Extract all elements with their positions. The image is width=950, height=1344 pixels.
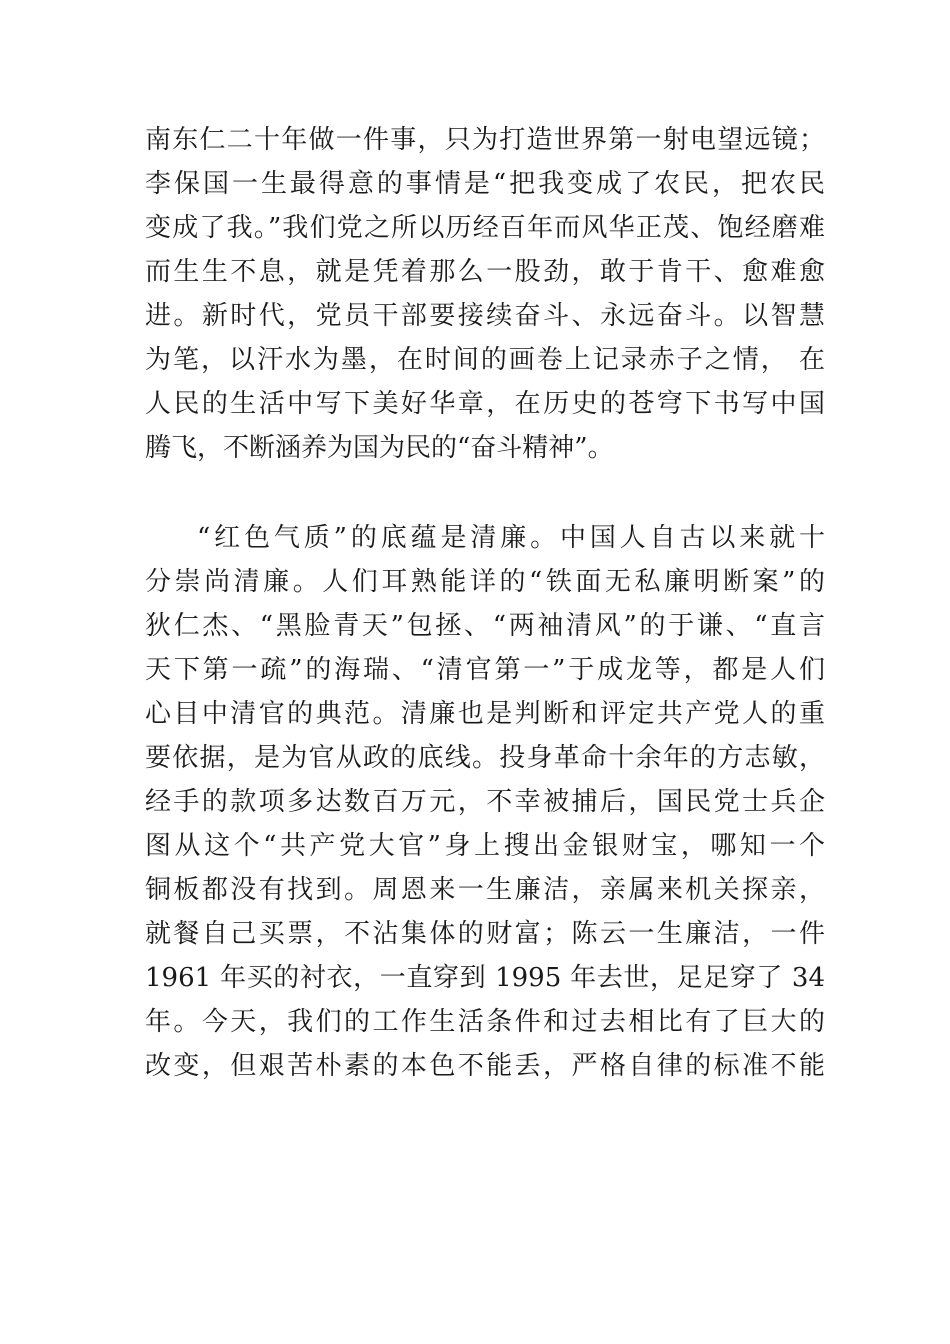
text-line: 分崇尚清廉。人们耳熟能详的“铁面无私廉明断案”的: [145, 567, 825, 597]
text-line: 狄仁杰、“黑脸青天”包拯、“两袖清风”的于谦、“直言: [145, 611, 825, 641]
text-line: “红色气质”的底蕴是清廉。中国人自古以来就十: [197, 523, 825, 553]
text-line: 图从这个“共产党大官”身上搜出金银财宝，哪知一个: [145, 831, 825, 861]
text-line: 要依据，是为官从政的底线。投身革命十余年的方志敏，: [145, 743, 825, 773]
text-line: 人民的生活中写下美好华章，在历史的苍穹下书写中国: [145, 389, 825, 419]
text-line: 经手的款项多达数百万元，不幸被捕后，国民党士兵企: [145, 787, 825, 817]
text-line: 就餐自己买票，不沾集体的财富；陈云一生廉洁，一件: [145, 919, 825, 949]
text-line: 1961 年买的衬衣，一直穿到 1995 年去世，足足穿了 34: [145, 963, 825, 993]
text-line: 进。新时代，党员干部要接续奋斗、永远奋斗。以智慧: [145, 301, 825, 331]
text-line: 腾飞，不断涵养为国为民的“奋斗精神”。: [145, 433, 614, 463]
text-line: 年。今天，我们的工作生活条件和过去相比有了巨大的: [145, 1007, 825, 1037]
paragraph-striving-spirit: [145, 118, 825, 470]
text-line: 变成了我。”我们党之所以历经百年而风华正茂、饱经磨难: [145, 213, 825, 243]
text-line: 南东仁二十年做一件事，只为打造世界第一射电望远镜；: [145, 125, 825, 155]
paragraph-integrity: [145, 516, 825, 1088]
text-line: 天下第一疏”的海瑞、“清官第一”于成龙等，都是人们: [145, 655, 825, 685]
text-line: 心目中清官的典范。清廉也是判断和评定共产党人的重: [145, 699, 825, 729]
text-line: 而生生不息，就是凭着那么一股劲，敢于肯干、愈难愈: [145, 257, 825, 287]
text-line: 改变，但艰苦朴素的本色不能丢，严格自律的标准不能: [145, 1051, 825, 1081]
text-line: 铜板都没有找到。周恩来一生廉洁，亲属来机关探亲，: [145, 875, 825, 905]
text-line: 李保国一生最得意的事情是“把我变成了农民，把农民: [145, 169, 825, 199]
text-line: 为笔，以汗水为墨，在时间的画卷上记录赤子之情， 在: [145, 345, 825, 375]
